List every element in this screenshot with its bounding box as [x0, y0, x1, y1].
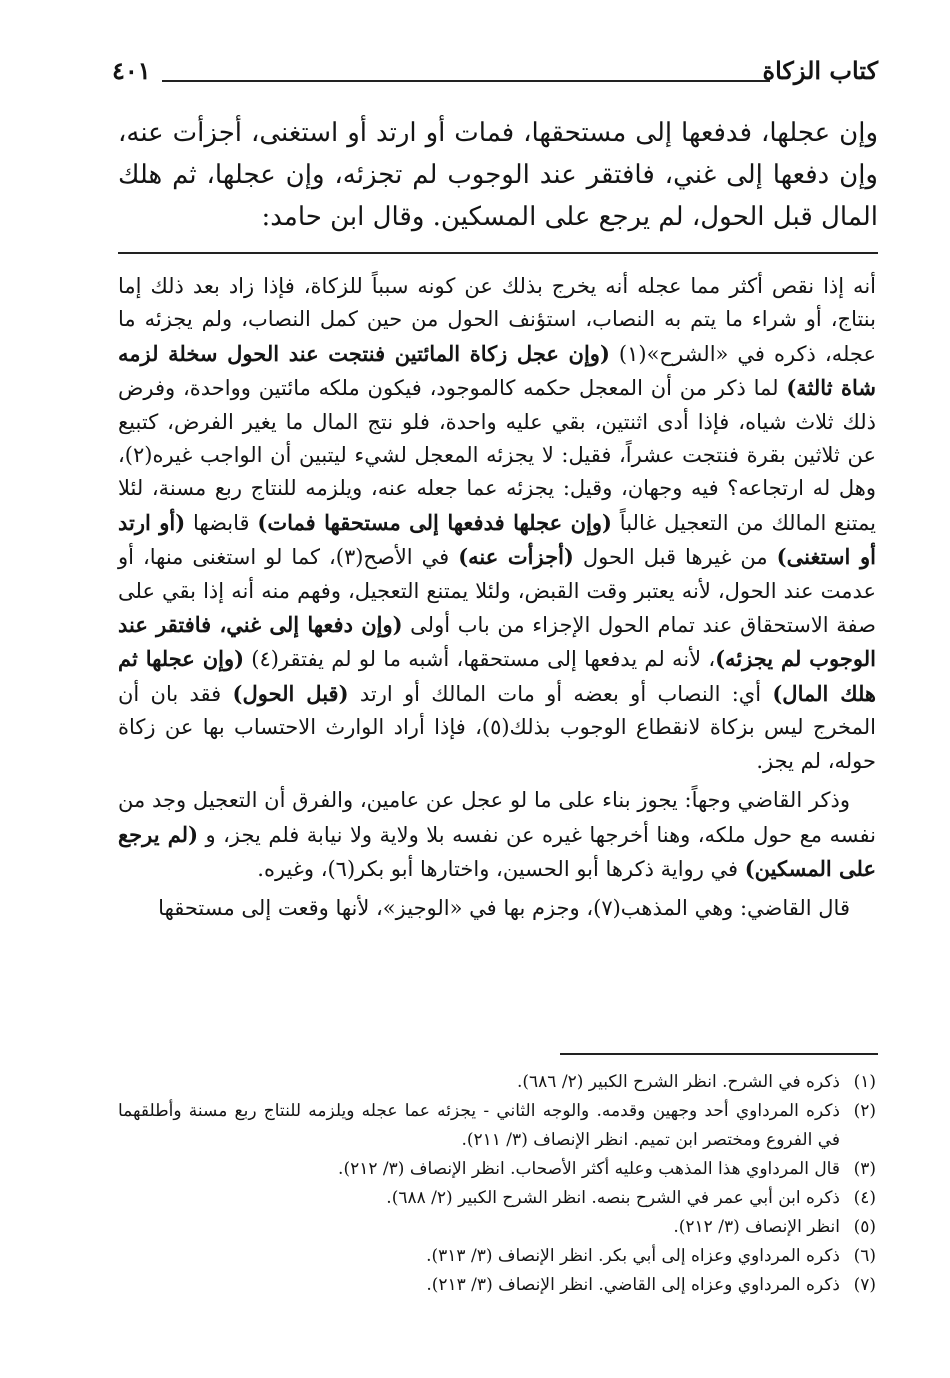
footnote-text: انظر الإنصاف (٣/ ٢١٢). [673, 1217, 840, 1237]
footnote-text: ذكره المرداوي وعزاه إلى أبي بكر. انظر الإنصاف (٣/ ٣١٣). [426, 1246, 840, 1266]
commentary-segment: وذكر القاضي وجهاً: يجوز بناء على ما لو عجل عن عامين، والفرق أن التعجيل وجد من نفسه مع حول ملكه، وهنا أخرجها غيره عن نفسه بلا ولاية ولا نيابة فلم يجز، و [118, 788, 876, 847]
footnote [118, 1213, 876, 1242]
page-header [112, 56, 878, 90]
footnote-number: (٥) [853, 1217, 876, 1237]
footnote-text: ذكره ابن أبي عمر في الشرح بنصه. انظر الشرح الكبير (٢/ ٦٨٨). [386, 1188, 840, 1208]
commentary-segment: أي: النصاب أو بعضه أو مات المالك أو ارتد [348, 681, 773, 706]
matn-text: وإن عجلها، فدفعها إلى مستحقها، فمات أو ارتد أو استغنى، أجزأت عنه، وإن دفعها إلى غني، فافتقر عند الوجوب لم تجزئه، وإن عجلها، ثم هلك المال قبل الحول، لم يرجع على المسكين. وقال ابن حامد: [118, 118, 878, 232]
footnote-number: (٤) [853, 1188, 876, 1208]
commentary-paragraph-3 [118, 892, 876, 925]
footnotes [118, 1068, 876, 1300]
footnote-number: (٣) [853, 1159, 876, 1179]
header-rule [162, 80, 770, 82]
commentary-segment: في الأصح(٣)، كما لو استغنى منها، أو عدمت عند الحول، لأنه يعتبر وقت القبض، ولئلا يمتنع التعجيل، وفهم منه أنه إذا بقي على صفة الاستحقاق عند تمام الحول الإجزاء من باب أولى [118, 545, 876, 638]
footnote [118, 1271, 876, 1300]
commentary-segment: في رواية ذكرها أبو الحسين، واختارها أبو بكر(٦)، وغيره. [257, 856, 745, 881]
matn-quote: (وإن عجلها ثم هلك المال) [118, 646, 877, 706]
page-number: ٤٠١ [112, 56, 151, 85]
footnote-number: (٢) [853, 1101, 876, 1121]
footnote-separator [560, 1053, 878, 1055]
footnote-text: ذكره المرداوي أحد وجهين وقدمه. والوجه الثاني - يجزئه عما عجله ويلزمه للنتاج ربع مسنة وأطلقهما في الفروع ومختصر ابن تميم. انظر الإنصاف (٣/ ٢١١). [118, 1101, 840, 1150]
footnote-text: ذكره المرداوي وعزاه إلى القاضي. انظر الإنصاف (٣/ ٢١٣). [426, 1275, 840, 1295]
footnote-number: (١) [853, 1072, 876, 1092]
footnote-number: (٧) [853, 1275, 876, 1295]
commentary-paragraph-1 [118, 270, 876, 778]
matn-quote: (قبل الحول) [232, 680, 349, 706]
commentary-paragraph-2 [118, 784, 876, 886]
commentary-segment: لما ذكر من أن المعجل حكمه كالموجود، فيكون ملكه مائتين وواحدة، وفرض ذلك ثلاث شياه، فإذا أدى اثنتين، بقي عليه واحدة، فلو نتج المال ما يغير الفرض، كتبيع عن ثلاثين بقرة فنتجت عشراً، فقيل: لا يجزئه المعجل لشيء ليتبين أن الواجب غيره(٢)، وهل له ارتجاعه؟ فيه وجهان، وقيل: يجزئه عما جعله عنه، ويلزمه للنتاج ربع مسنة، لئلا يمتنع المالك من التعجيل غالباً [118, 376, 876, 535]
matn-quote: (أو ارتد أو استغنى) [118, 509, 876, 570]
running-title: كتاب الزكاة [762, 56, 878, 85]
footnote [118, 1068, 876, 1097]
footnote [118, 1242, 876, 1271]
matn-quote: (وإن عجلها فدفعها إلى مستحقها فمات) [257, 509, 612, 535]
footnote [118, 1155, 876, 1184]
commentary-segment: فقد بان أن المخرج ليس بزكاة لانقطاع الوجوب بذلك(٥)، فإذا أراد الوارث الاحتساب بها عن زكاة حوله، لم يجز. [118, 681, 876, 773]
commentary-segment: ، لأنه لم يدفعها إلى مستحقها، أشبه ما لو لم يفتقر(٤) [244, 647, 716, 672]
commentary-segment: أنه إذا نقص أكثر مما عجله أنه يخرج بذلك عن كونه سبباً للزكاة، فإذا زاد بعد ذلك إما بنتاج، أو شراء ما يتم به النصاب، استؤنف الحول من حين كمل النصاب، ولم يجزئه ما عجله، ذكره في «الشرح»(١) [118, 274, 876, 366]
matn-quote: (لم يرجع على المسكين) [118, 821, 876, 881]
matn-quote: (أجزأت عنه) [458, 544, 574, 570]
footnote-text: ذكره في الشرح. انظر الشرح الكبير (٢/ ٦٨٦). [517, 1072, 840, 1092]
matn-quote: (وإن عجل زكاة المائتين فنتجت عند الحول سخلة لزمه شاة ثالثة) [118, 340, 876, 401]
commentary-segment: من غيرها قبل الحول [573, 545, 777, 570]
matn-separator [118, 252, 878, 254]
matn-quote: (وإن دفعها إلى غني، فافتقر عند الوجوب لم يجزئه) [118, 612, 876, 672]
footnote [118, 1097, 876, 1155]
commentary-segment: قابضها [185, 510, 258, 535]
footnote [118, 1184, 876, 1213]
footnote-number: (٦) [853, 1246, 876, 1266]
commentary [118, 270, 876, 926]
footnote-text: قال المرداوي هذا المذهب وعليه أكثر الأصحاب. انظر الإنصاف (٣/ ٢١٢). [338, 1159, 840, 1179]
commentary-segment: قال القاضي: وهي المذهب(٧)، وجزم بها في «الوجيز»، لأنها وقعت إلى مستحقها [158, 896, 850, 921]
